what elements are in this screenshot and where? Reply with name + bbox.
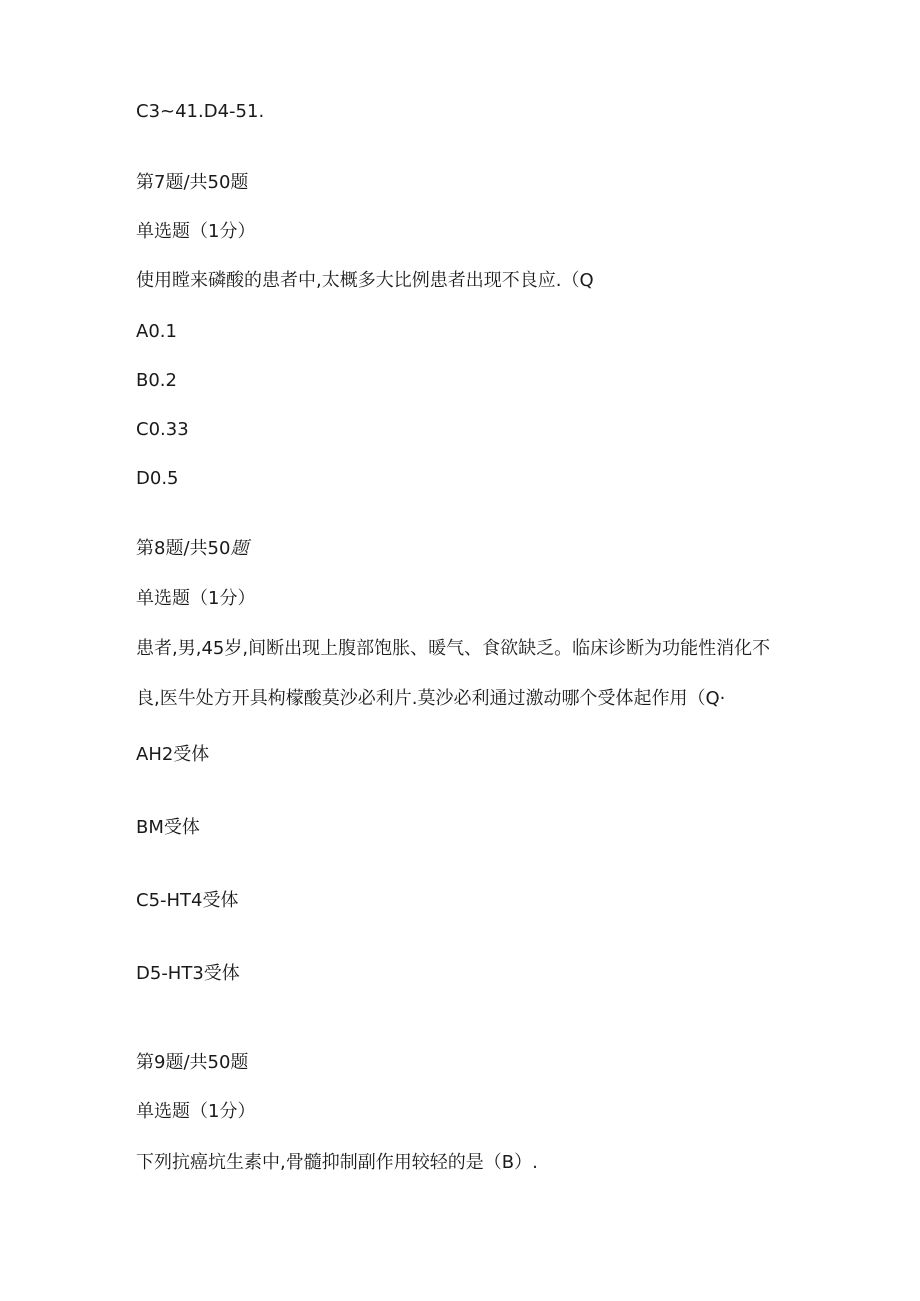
question-7-stem: 使用瞠来磷酸的患者中,太概多大比例患者出现不良应.（Q	[136, 270, 594, 291]
question-7-header: 第7题/共50题	[136, 172, 249, 193]
answer-fragment: C3~41.D4-51.	[136, 101, 265, 122]
question-8-option-b: BM受体	[136, 817, 200, 838]
question-7-option-c: C0.33	[136, 419, 189, 440]
question-8-header-main: 第8题/共50	[136, 538, 231, 559]
question-7-option-b: B0.2	[136, 370, 177, 391]
question-9-stem: 下列抗癌坑生素中,骨髓抑制副作用较轻的是（B）.	[136, 1152, 538, 1173]
question-8-header-tail: 题	[230, 538, 249, 559]
question-8-header	[136, 537, 248, 561]
question-8-stem-line-2: 良,医牛处方开具枸檬酸莫沙必利片.莫沙必利通过激动哪个受体起作用（Q·	[136, 688, 726, 709]
question-9-header: 第9题/共50题	[136, 1052, 249, 1073]
question-8-type: 单选题（1分）	[136, 588, 256, 609]
question-8-stem-line-1: 患者,男,45岁,间断出现上腹部饱胀、暖气、食欲缺乏。临床诊断为功能性消化不	[136, 638, 771, 659]
question-7-type: 单选题（1分）	[136, 221, 256, 242]
question-7-option-a: A0.1	[136, 321, 177, 342]
question-8-option-a: AH2受体	[136, 744, 210, 765]
question-8-option-c: C5-HT4受体	[136, 890, 239, 911]
question-7-option-d: D0.5	[136, 468, 179, 489]
question-8-option-d: D5-HT3受体	[136, 963, 240, 984]
question-9-type: 单选题（1分）	[136, 1101, 256, 1122]
